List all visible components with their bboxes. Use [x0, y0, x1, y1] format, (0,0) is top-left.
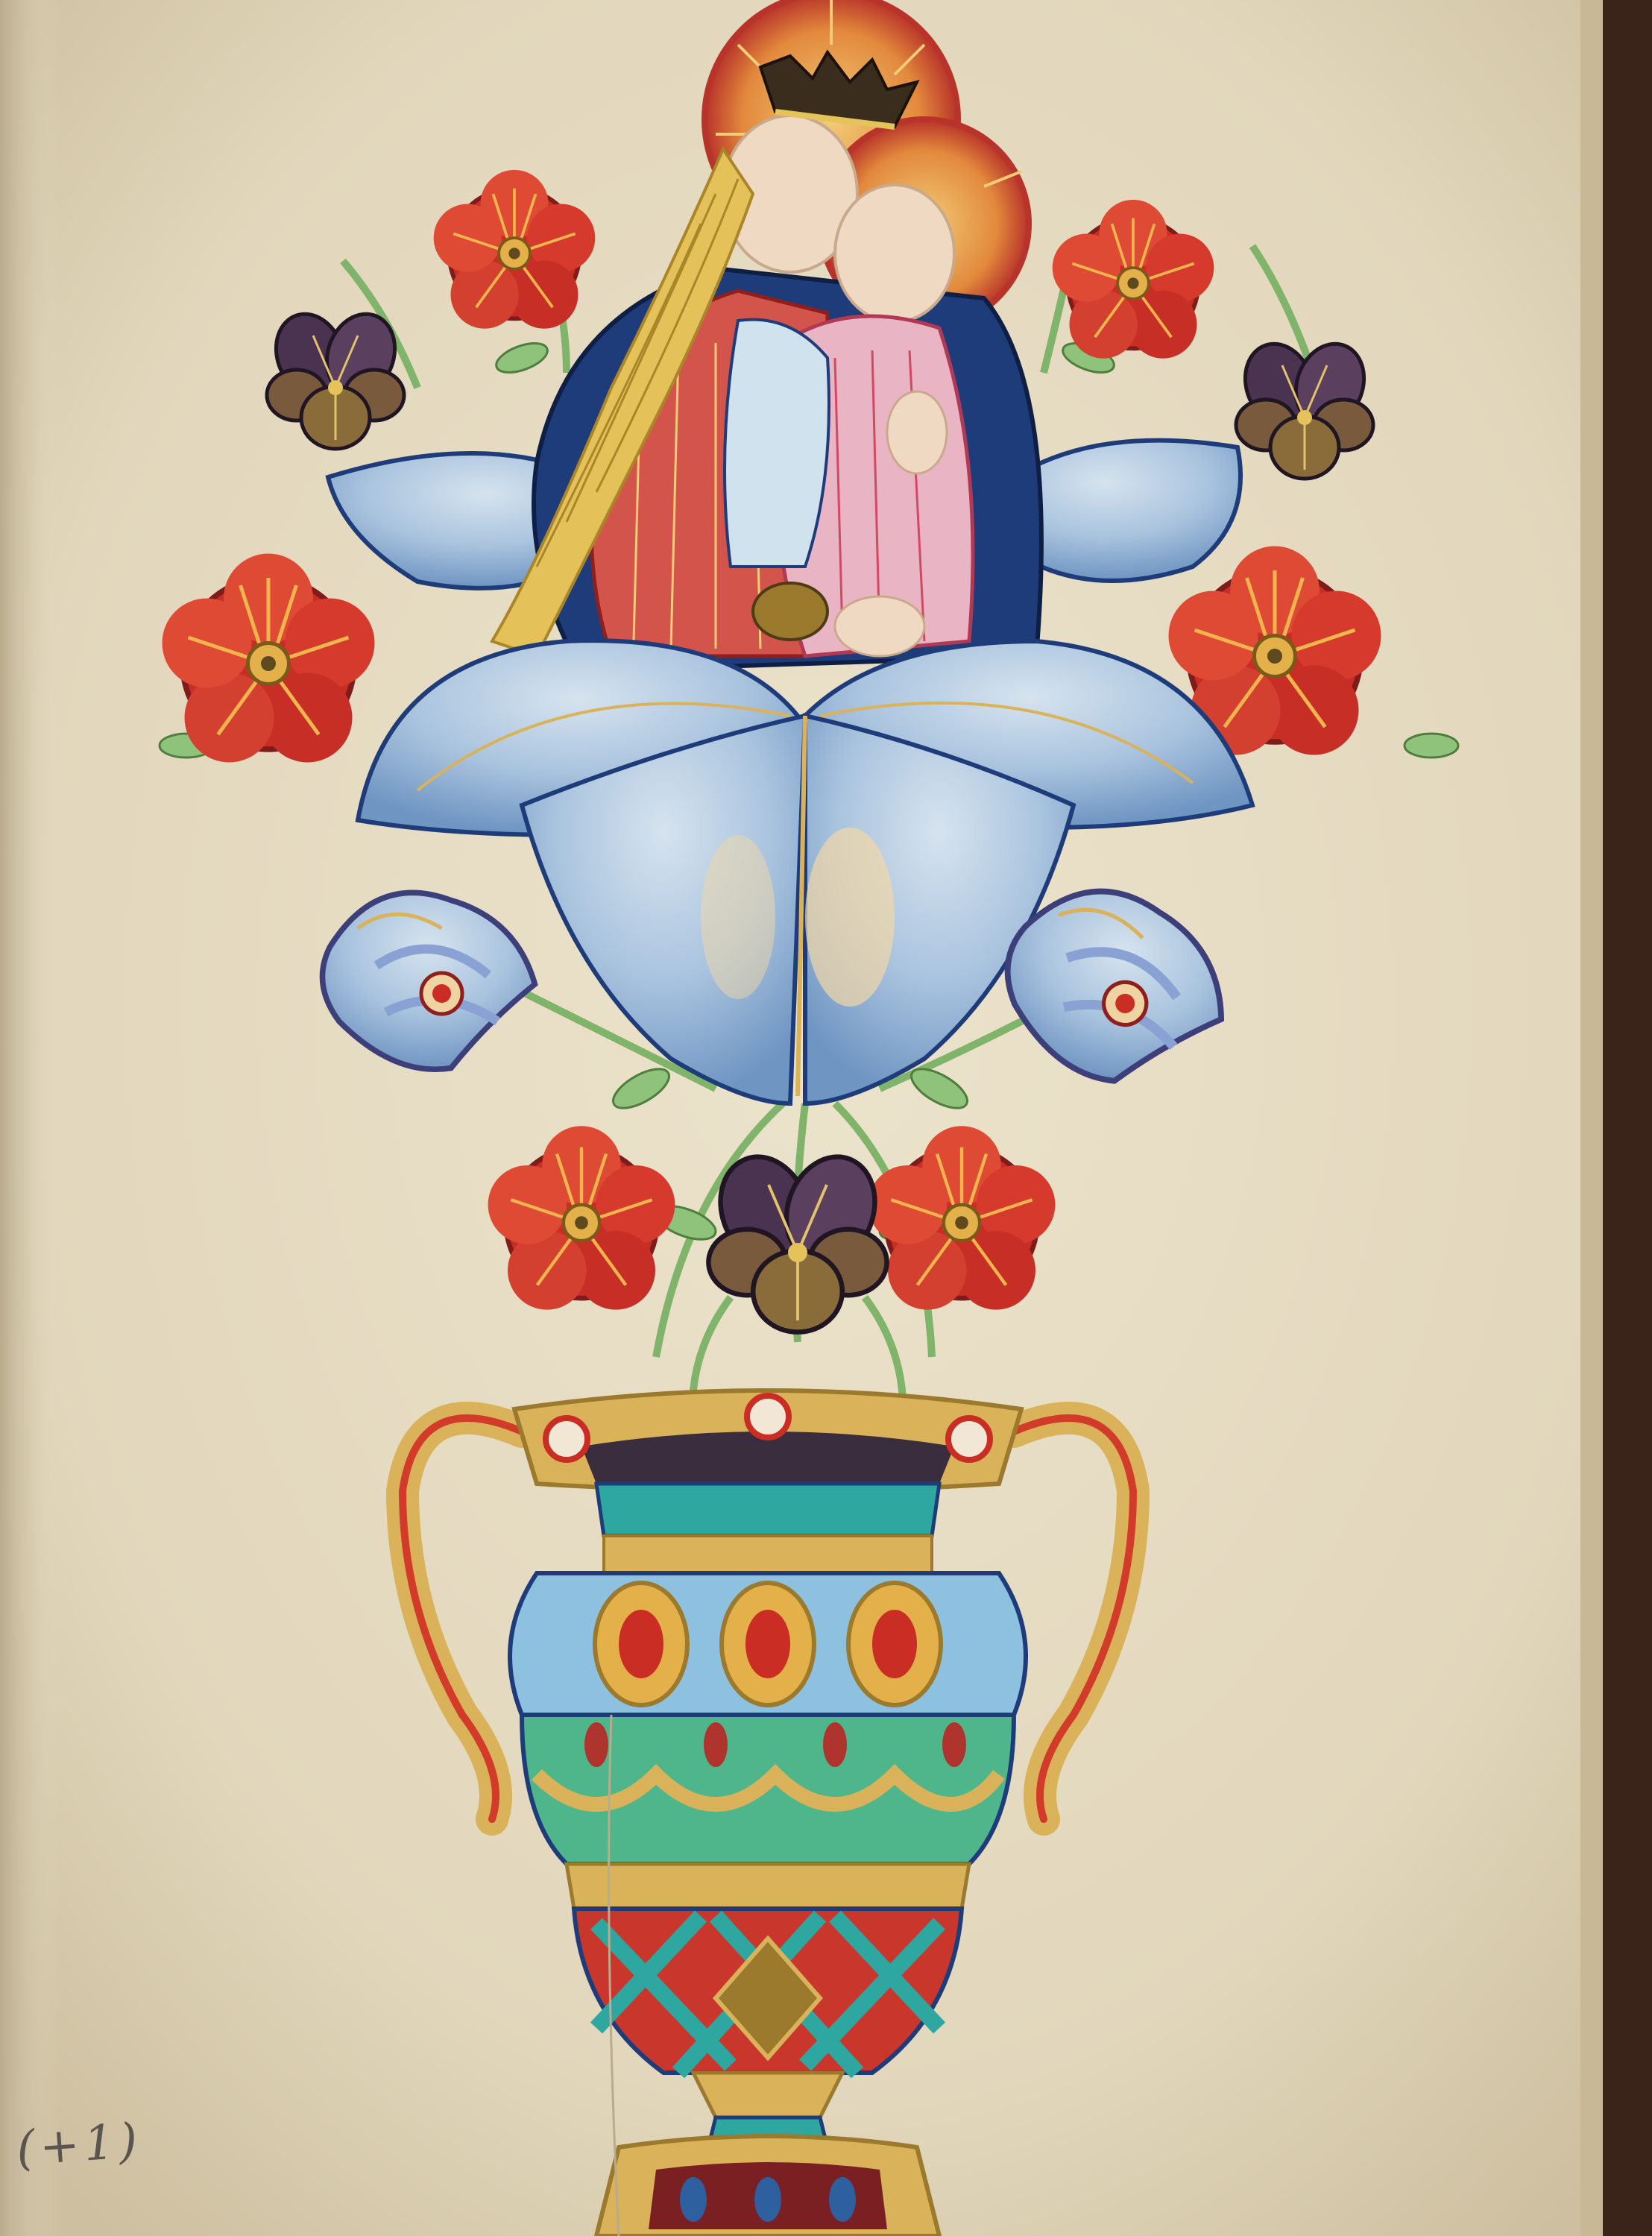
gutter-shadow: [0, 0, 60, 2236]
page-stack-edge: [1580, 0, 1603, 2236]
sleeve-cuff: [753, 583, 827, 640]
binding-edge: [1603, 0, 1652, 2236]
folio-mark: (+1): [14, 2113, 144, 2177]
